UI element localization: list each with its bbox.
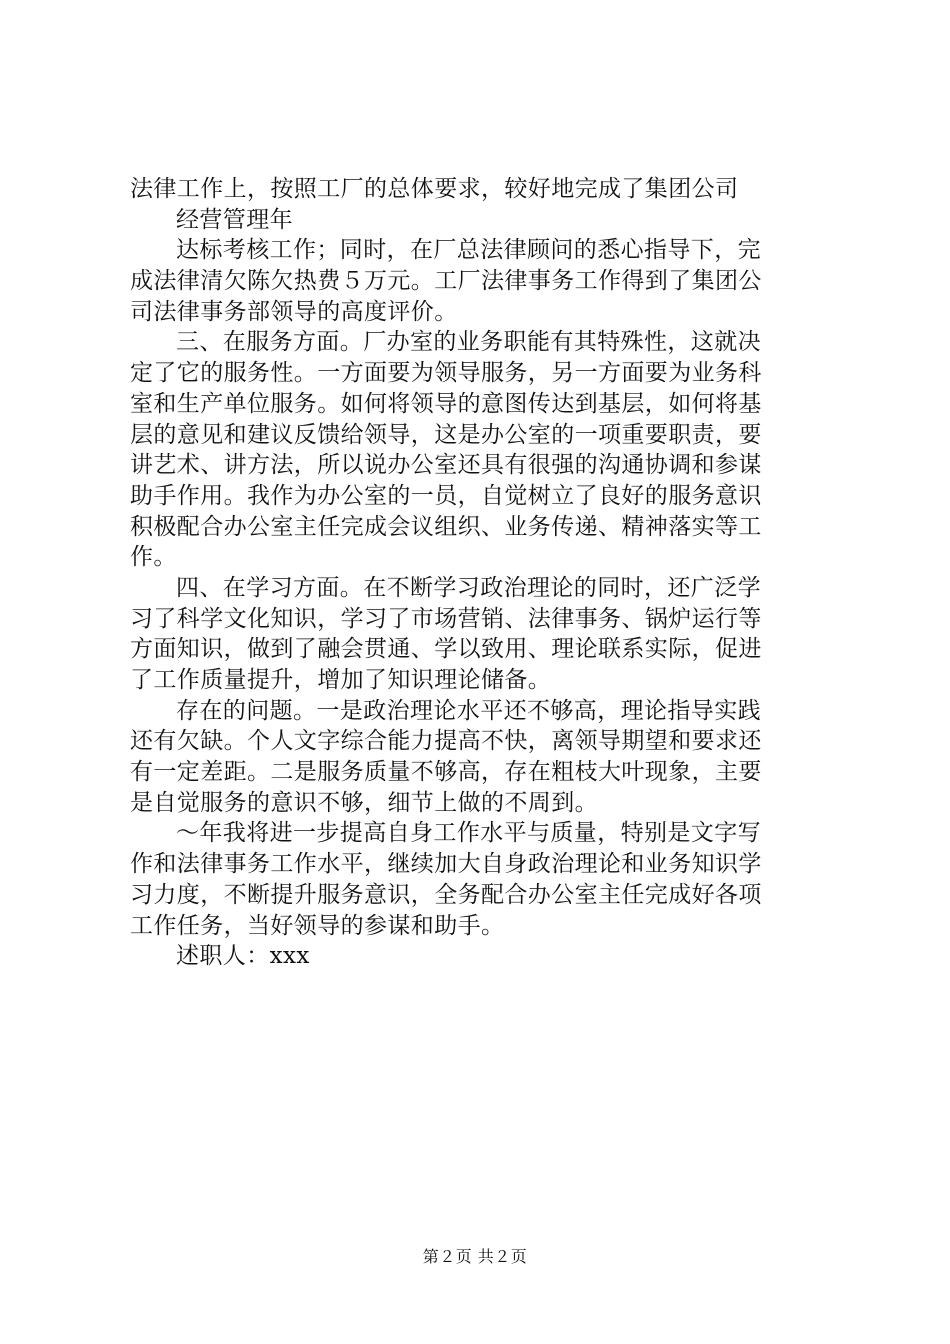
- text-line: 还有欠缺。个人文字综合能力提高不快，离领导期望和要求还: [130, 728, 762, 755]
- text-line: 法律工作上，按照工厂的总体要求，较好地完成了集团公司: [130, 176, 739, 202]
- text-line: 积极配合办公室主任完成会议组织、业务传递、精神落实等工: [130, 513, 762, 540]
- text-line: 达标考核工作；同时，在厂总法律顾问的悉心指导下，完: [176, 237, 761, 264]
- text-line: 三、在服务方面。厂办室的业务职能有其特殊性，这就决: [176, 329, 761, 356]
- text-line: 作。: [130, 544, 177, 571]
- page-footer: 第２页 共２页: [422, 1247, 528, 1266]
- text-line: 层的意见和建议反馈给领导，这是办公室的一项重要职责，要: [130, 421, 762, 448]
- text-line: 习了科学文化知识，学习了市场营销、法律事务、锅炉运行等: [130, 605, 762, 632]
- text-line: 成法律清欠陈欠热费５万元。工厂法律事务工作得到了集团公: [130, 268, 762, 295]
- text-line: 了工作质量提升，增加了知识理论储备。: [130, 667, 552, 693]
- text-line: 四、在学习方面。在不断学习政治理论的同时，还广泛学: [176, 574, 761, 601]
- text-line: 工作任务，当好领导的参谋和助手。: [130, 912, 505, 939]
- text-line: 司法律事务部领导的高度评价。: [130, 298, 458, 325]
- text-line: 讲艺术、讲方法，所以说办公室还具有很强的沟通协调和参谋: [130, 452, 762, 479]
- text-line: 存在的问题。一是政治理论水平还不够高，理论指导实践: [176, 697, 761, 724]
- text-line: 作和法律事务工作水平，继续加大自身政治理论和业务知识学: [130, 851, 762, 878]
- text-line: 室和生产单位服务。如何将领导的意图传达到基层，如何将基: [130, 390, 762, 417]
- text-line: 习力度，不断提升服务意识，全务配合办公室主任完成好各项: [130, 881, 762, 908]
- text-line: 方面知识，做到了融会贯通、学以致用、理论联系实际，促进: [130, 636, 762, 663]
- text-line: 是自觉服务的意识不够，细节上做的不周到。: [130, 789, 598, 816]
- text-line: ～年我将进一步提高自身工作水平与质量，特别是文字写: [176, 820, 761, 847]
- document-body: [130, 174, 830, 972]
- signature-line: 述职人：xxx: [176, 943, 310, 970]
- text-line: 定了它的服务性。一方面要为领导服务，另一方面要为业务科: [130, 360, 762, 387]
- text-line: 经营管理年: [176, 206, 293, 233]
- text-line: 助手作用。我作为办公室的一员，自觉树立了良好的服务意识: [130, 482, 762, 509]
- text-line: 有一定差距。二是服务质量不够高，存在粗枝大叶现象，主要: [130, 759, 762, 786]
